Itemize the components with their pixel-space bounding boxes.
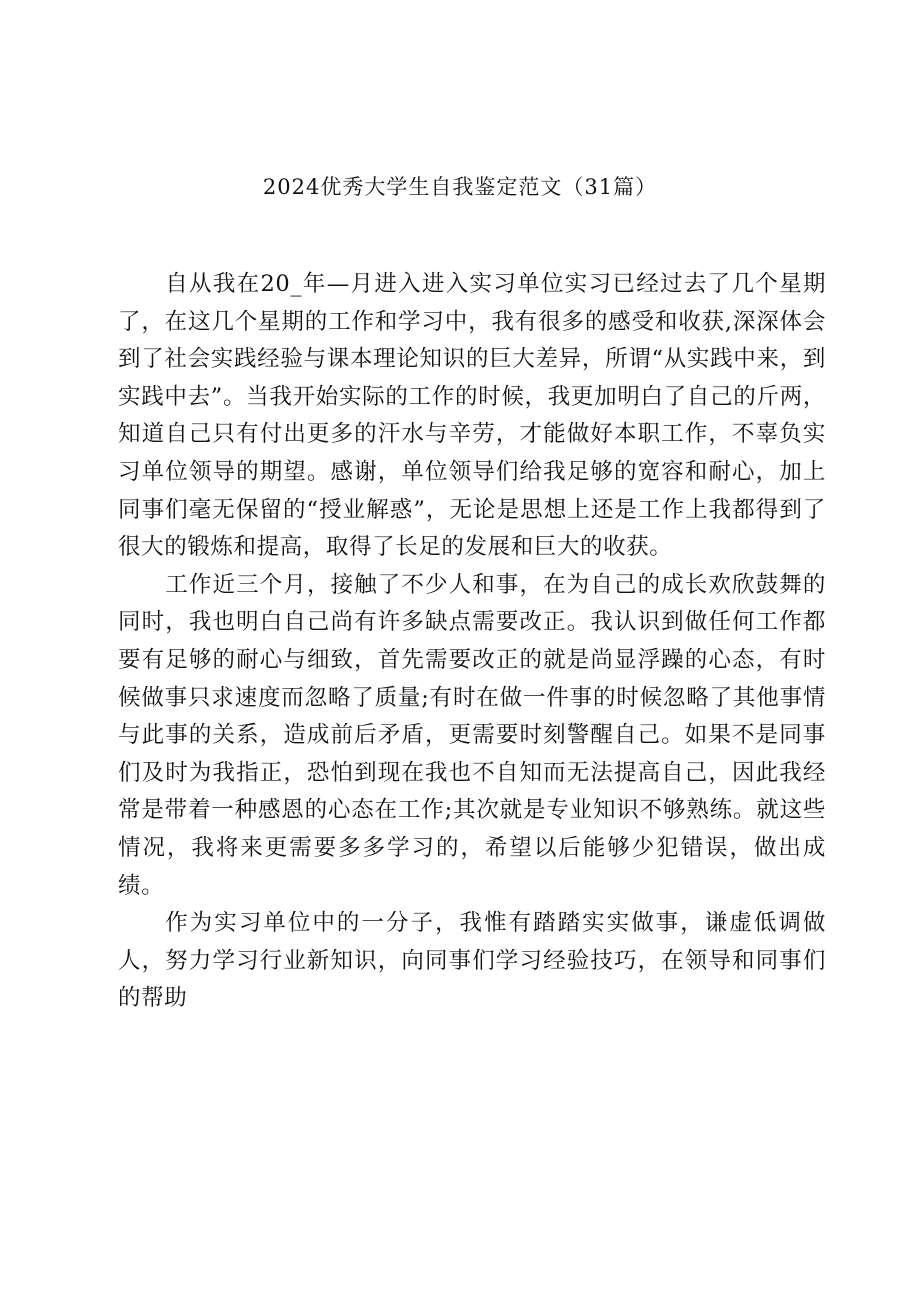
paragraph-2: 工作近三个月，接触了不少人和事，在为自己的成长欢欣鼓舞的同时，我也明白自己尚有许多缺点需要改正。我认识到做任何工作都要有足够的耐心与细致，首先需要改正的就是尚显浮躁的心态，有时候做事只求速度而忽略了质量;有时在做一件事的时候忽略了其他事情与此事的关系，造成前后矛盾，更需要时刻警醒自己。如果不是同事们及时为我指正，恐怕到现在我也不自知而无法提高自己，因此我经常是带着一种感恩的心态在工作;其次就是专业知识不够熟练。就这些情况，我将来更需要多多学习的，希望以后能够少犯错误，做出成绩。 [118,571,826,899]
document-title: 2024优秀大学生自我鉴定范文（31篇） [262,175,658,199]
paragraph-3: 作为实习单位中的一分子，我惟有踏踏实实做事，谦虚低调做人，努力学习行业新知识，向同事们学习经验技巧，在领导和同事们的帮助 [118,910,826,1012]
paragraph-1: 自从我在20_年—月进入进入实习单位实习已经过去了几个星期了，在这几个星期的工作和学习中，我有很多的感受和收获,深深体会到了社会实践经验与课本理论知识的巨大差异，所谓“从实践中来，到实践中去”。当我开始实际的工作的时候，我更加明白了自己的斤两，知道自己只有付出更多的汗水与辛劳，才能做好本职工作，不辜负实习单位领导的期望。感谢，单位领导们给我足够的宽容和耐心，加上同事们毫无保留的“授业解惑”，无论是思想上还是工作上我都得到了很大的锻炼和提高，取得了长足的发展和巨大的收获。 [118,271,826,561]
document-body [118,266,826,1018]
